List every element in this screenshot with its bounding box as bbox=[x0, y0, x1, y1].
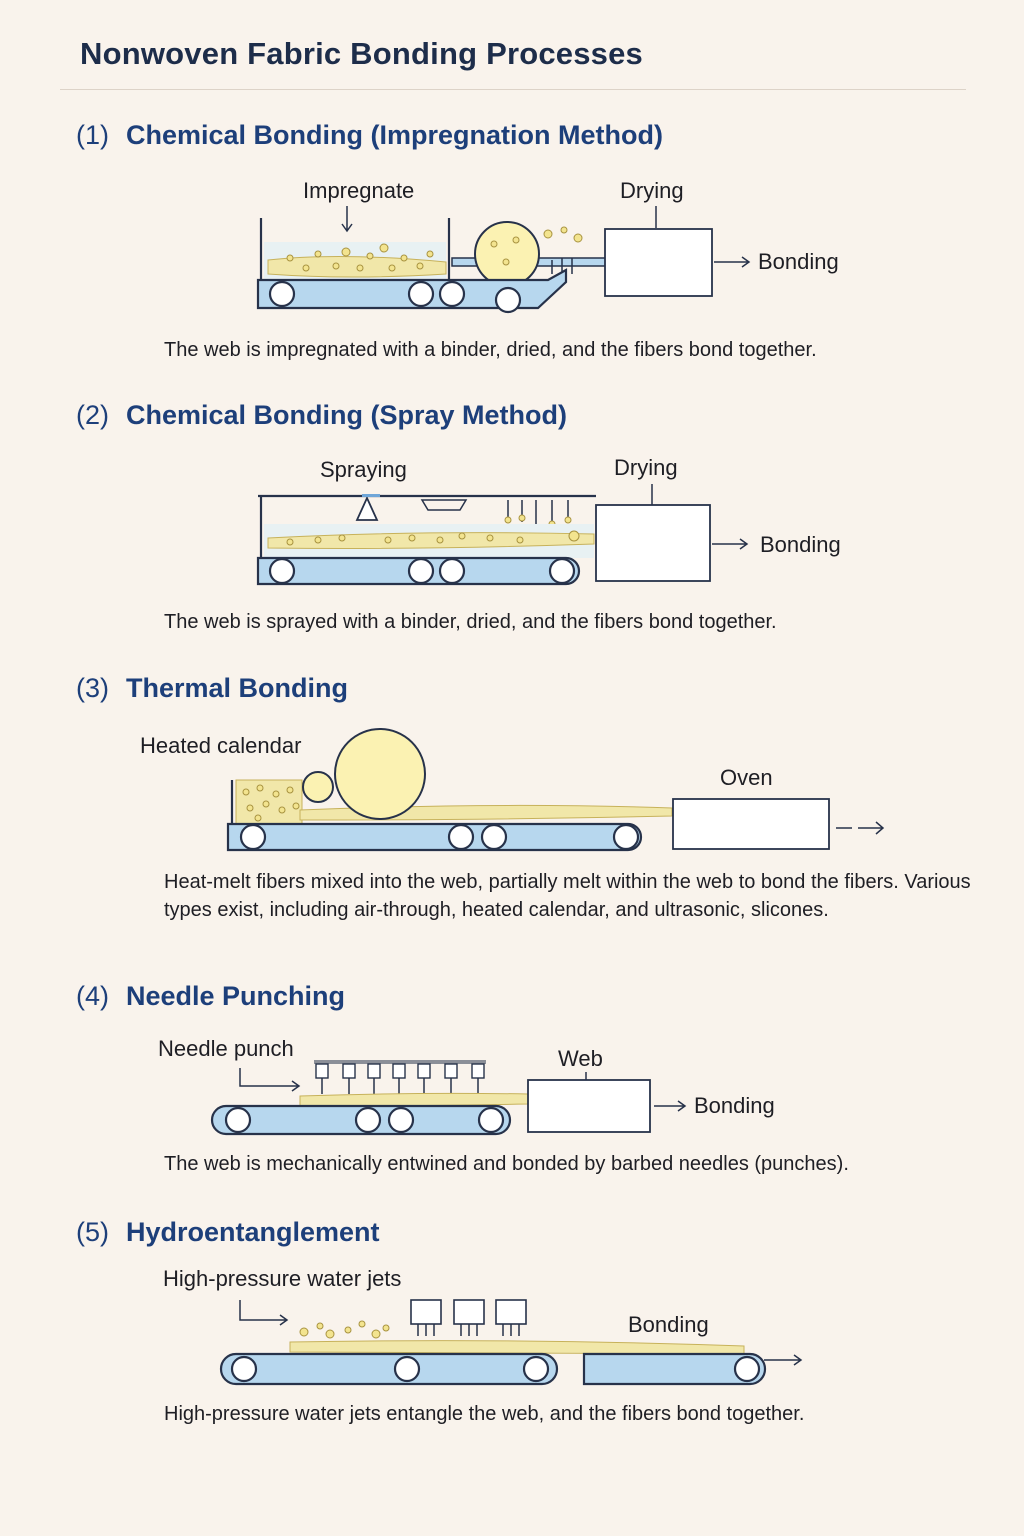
section-4-number: (4) bbox=[76, 981, 109, 1011]
needle-board bbox=[314, 1060, 486, 1094]
section-2-heading bbox=[76, 400, 567, 431]
section-2-title: Chemical Bonding (Spray Method) bbox=[126, 400, 568, 430]
section-5-number: (5) bbox=[76, 1217, 109, 1247]
heated-calendar-label: Heated calendar bbox=[140, 733, 302, 758]
section-5-title: Hydroentanglement bbox=[126, 1217, 380, 1247]
bonding-label-1: Bonding bbox=[758, 249, 839, 274]
title-divider bbox=[60, 89, 966, 90]
section-1-description: The web is impregnated with a binder, dried, and the fibers bond together. bbox=[164, 339, 817, 361]
section-4-description: The web is mechanically entwined and bonded by barbed needles (punches). bbox=[164, 1153, 849, 1175]
output-arrow-4 bbox=[654, 1101, 685, 1111]
page-title: Nonwoven Fabric Bonding Processes bbox=[80, 36, 643, 71]
output-arrow-5 bbox=[764, 1355, 801, 1365]
spray-diagram bbox=[0, 450, 1024, 600]
section-4-title: Needle Punching bbox=[126, 981, 346, 1011]
impregnation-diagram bbox=[0, 170, 1024, 320]
section-3-number: (3) bbox=[76, 673, 109, 703]
spray-needles bbox=[505, 500, 571, 527]
section-4-heading bbox=[76, 981, 345, 1012]
section-3-heading bbox=[76, 673, 348, 704]
hydroentangled-web bbox=[290, 1341, 744, 1354]
bonding-label-4: Bonding bbox=[694, 1093, 775, 1118]
section-1-number: (1) bbox=[76, 120, 109, 150]
section-2-number: (2) bbox=[76, 400, 109, 430]
section-2-description: The web is sprayed with a binder, dried, and the fibers bond together. bbox=[164, 611, 777, 633]
output-arrow-1 bbox=[714, 257, 749, 267]
binder-feed bbox=[362, 494, 380, 497]
bonding-label-2: Bonding bbox=[760, 532, 841, 557]
squeeze-roller bbox=[475, 222, 539, 286]
section-3-title: Thermal Bonding bbox=[126, 673, 348, 703]
heated-calendar-roll bbox=[335, 729, 425, 819]
fiber-stack bbox=[236, 780, 302, 824]
section-3-description: Heat-melt fibers mixed into the web, partially melt within the web to bond the fibers. Various types exist, including air-through, heated calendar, and ultrasonic, slicones. bbox=[164, 871, 971, 921]
bonding-label-5: Bonding bbox=[628, 1312, 709, 1337]
spray-head-icon bbox=[422, 500, 466, 510]
impregnate-arrow bbox=[342, 206, 352, 231]
small-calendar-roll bbox=[303, 772, 333, 802]
conveyor-belt-5a bbox=[221, 1354, 557, 1384]
thermal-diagram bbox=[0, 720, 1024, 860]
dryer-box-2 bbox=[596, 505, 710, 581]
hydroentanglement-diagram bbox=[0, 1262, 1024, 1392]
web-output-box bbox=[528, 1080, 650, 1132]
section-1-title: Chemical Bonding (Impregnation Method) bbox=[126, 120, 663, 150]
water-droplets bbox=[300, 1321, 389, 1338]
output-arrow-2 bbox=[712, 539, 747, 549]
web-label: Web bbox=[558, 1046, 603, 1071]
section-1-heading bbox=[76, 120, 663, 151]
oven-label: Oven bbox=[720, 765, 773, 790]
water-jets-arrow bbox=[240, 1300, 287, 1325]
impregnate-label: Impregnate bbox=[303, 178, 415, 203]
section-5-description: High-pressure water jets entangle the web, and the fibers bond together. bbox=[164, 1403, 805, 1425]
needle-punch-label: Needle punch bbox=[158, 1036, 294, 1061]
drying-label-1: Drying bbox=[620, 178, 684, 203]
needle-punch-diagram bbox=[0, 1030, 1024, 1150]
section-5-heading bbox=[76, 1217, 380, 1248]
needle-punch-arrow bbox=[240, 1068, 299, 1091]
spraying-label: Spraying bbox=[320, 457, 407, 482]
spray-nozzle-icon bbox=[357, 498, 377, 520]
drying-label-2: Drying bbox=[614, 455, 678, 480]
water-jet-heads bbox=[411, 1300, 526, 1336]
conveyor-belt-3 bbox=[228, 824, 641, 850]
needled-web bbox=[300, 1093, 528, 1106]
output-arrow-3 bbox=[836, 822, 883, 834]
oven-box bbox=[673, 799, 829, 849]
dryer-box-1 bbox=[605, 229, 712, 296]
water-jets-label: High-pressure water jets bbox=[163, 1266, 402, 1291]
